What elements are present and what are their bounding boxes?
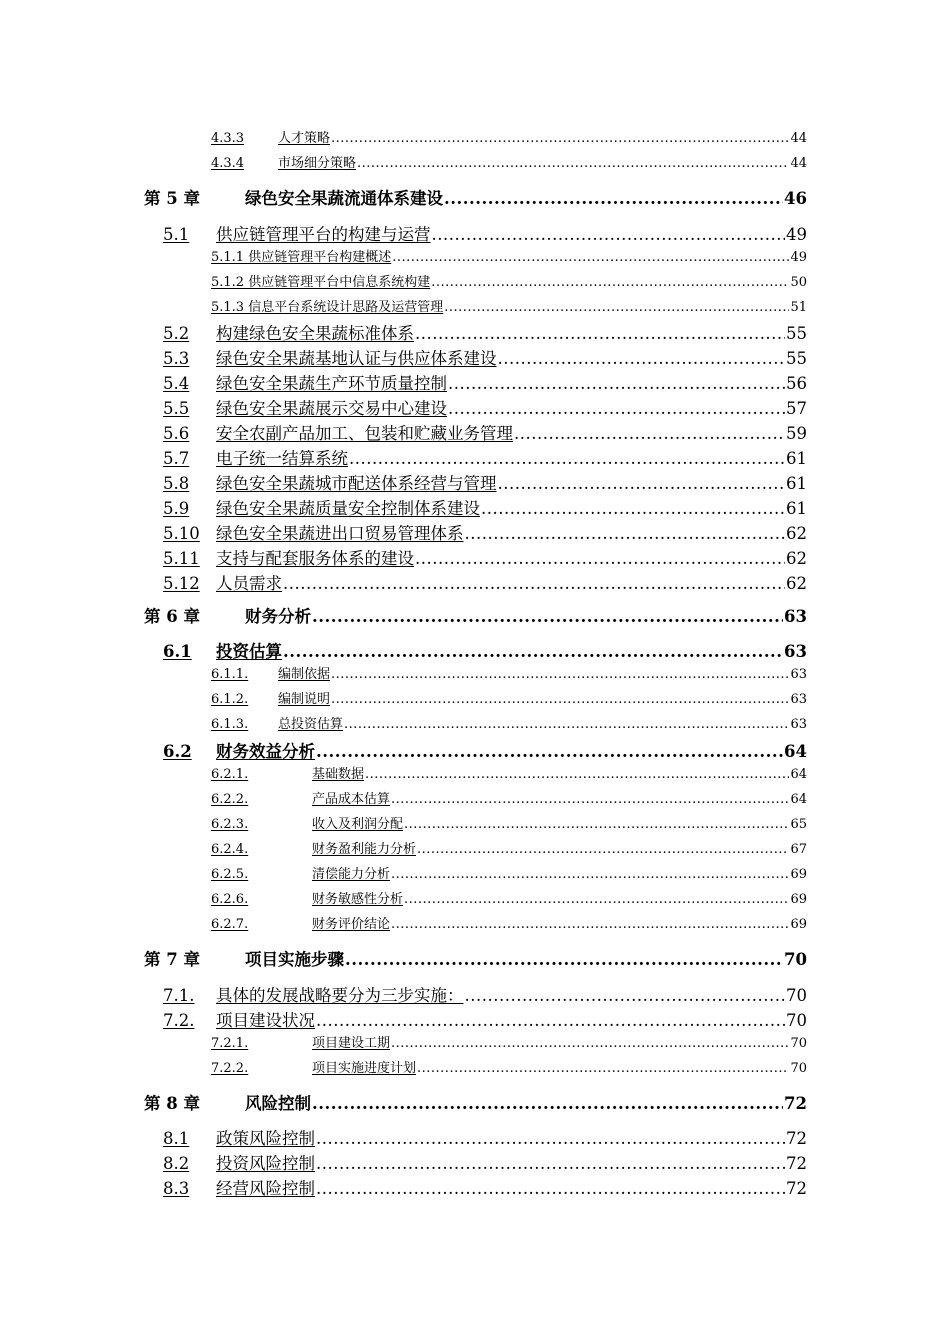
toc-entry-number: 7.2.	[163, 1011, 195, 1030]
toc-entry-page-number: 61	[786, 449, 807, 468]
dot-leader	[312, 607, 783, 626]
toc-entry-page-number: 62	[786, 574, 807, 593]
toc-entry-title: 产品成本估算	[312, 792, 391, 807]
toc-entry-page-number: 72	[786, 1129, 807, 1148]
toc-entry-title: 绿色安全果蔬展示交易中心建设	[216, 399, 447, 418]
toc-entry-number: 5.1.1 供应链管理平台构建概述	[211, 250, 392, 265]
toc-entry[interactable]	[211, 713, 807, 732]
dot-leader	[316, 1129, 785, 1148]
dot-leader	[498, 474, 786, 493]
toc-entry[interactable]	[163, 345, 807, 369]
toc-entry[interactable]	[163, 370, 807, 394]
dot-leader	[417, 1061, 789, 1076]
toc-entry-title: 安全农副产品加工、包装和贮藏业务管理	[216, 424, 513, 443]
toc-entry[interactable]	[211, 1032, 807, 1051]
toc-entry-title: 绿色安全果蔬质量安全控制体系建设	[216, 499, 480, 518]
toc-entry-page-number: 70	[786, 1011, 807, 1030]
toc-entry-page-number: 55	[786, 324, 807, 343]
toc-entry[interactable]	[144, 946, 807, 970]
toc-entry[interactable]	[163, 445, 807, 469]
toc-entry-title: 人才策略	[278, 131, 331, 146]
toc-entry[interactable]	[211, 888, 807, 907]
toc-entry[interactable]	[163, 1007, 807, 1031]
dot-leader	[415, 324, 785, 343]
toc-entry-number: 5.9	[163, 499, 190, 518]
toc-entry[interactable]	[163, 495, 807, 519]
toc-entry-title: 绿色安全果蔬进出口贸易管理体系	[216, 524, 464, 543]
dot-leader	[391, 1036, 789, 1051]
toc-entry-page-number: 63	[784, 642, 807, 661]
toc-entry-number: 6.1.1.	[211, 667, 249, 682]
toc-entry-number: 4.3.4	[211, 156, 245, 171]
toc-entry-page-number: 63	[784, 607, 807, 626]
dot-leader	[331, 131, 789, 146]
dot-leader	[316, 1154, 785, 1173]
toc-entry-number: 第 7 章	[144, 950, 200, 969]
toc-entry-number: 5.7	[163, 449, 190, 468]
dot-leader	[431, 275, 789, 290]
toc-entry-page-number: 64	[790, 792, 807, 807]
toc-entry[interactable]	[211, 838, 807, 857]
dot-leader	[444, 189, 783, 208]
dot-leader	[392, 250, 789, 265]
toc-entry-title: 财务评价结论	[312, 917, 391, 932]
dot-leader	[404, 817, 789, 832]
toc-entry-page-number: 69	[790, 917, 807, 932]
toc-entry-number: 6.2.1.	[211, 767, 249, 782]
dot-leader	[448, 374, 785, 393]
dot-leader	[357, 156, 789, 171]
toc-entry-page-number: 62	[786, 524, 807, 543]
toc-entry-number: 6.2.5.	[211, 867, 249, 882]
toc-entry-number: 8.3	[163, 1179, 190, 1198]
toc-entry-title: 项目实施进度计划	[312, 1061, 417, 1076]
toc-entry-number: 4.3.3	[211, 131, 245, 146]
toc-entry-number: 第 5 章	[144, 189, 200, 208]
toc-entry-title: 构建绿色安全果蔬标准体系	[216, 324, 414, 343]
toc-entry[interactable]	[163, 738, 807, 762]
dot-leader	[391, 792, 789, 807]
toc-entry-title: 收入及利润分配	[312, 817, 404, 832]
toc-entry-page-number: 69	[790, 867, 807, 882]
toc-entry[interactable]	[211, 1057, 807, 1076]
toc-entry[interactable]	[211, 271, 807, 290]
toc-entry-title: 财务效益分析	[216, 742, 315, 761]
toc-entry-title: 人员需求	[216, 574, 282, 593]
toc-entry-number: 6.1.2.	[211, 692, 249, 707]
toc-entry-page-number: 44	[790, 131, 807, 146]
toc-entry-number: 6.2.2.	[211, 792, 249, 807]
toc-entry-page-number: 65	[790, 817, 807, 832]
toc-entry-number: 6.2.6.	[211, 892, 249, 907]
toc-entry-page-number: 62	[786, 549, 807, 568]
toc-entry[interactable]	[211, 788, 807, 807]
dot-leader	[498, 349, 786, 368]
toc-entry-number: 第 8 章	[144, 1094, 200, 1113]
toc-entry-page-number: 70	[790, 1036, 807, 1051]
dot-leader	[316, 742, 783, 761]
toc-entry[interactable]	[163, 545, 807, 569]
toc-entry-page-number: 44	[790, 156, 807, 171]
toc-entry-number: 6.2.3.	[211, 817, 249, 832]
toc-entry[interactable]	[211, 863, 807, 882]
toc-entry-title: 风险控制	[245, 1094, 311, 1113]
toc-entry-number: 5.3	[163, 349, 190, 368]
toc-entry-number: 7.1.	[163, 986, 195, 1005]
dot-leader	[432, 225, 786, 244]
toc-entry-number: 6.1	[163, 642, 192, 661]
toc-entry-title: 支持与配套服务体系的建设	[216, 549, 414, 568]
toc-entry-title: 经营风险控制	[216, 1179, 315, 1198]
toc-entry-page-number: 50	[790, 275, 807, 290]
dot-leader	[316, 1011, 785, 1030]
toc-entry-number: 7.2.1.	[211, 1036, 249, 1051]
toc-entry[interactable]	[211, 127, 807, 146]
toc-entry-number: 5.12	[163, 574, 200, 593]
toc-entry-page-number: 55	[786, 349, 807, 368]
toc-entry-title: 绿色安全果蔬生产环节质量控制	[216, 374, 447, 393]
toc-entry[interactable]	[211, 246, 807, 265]
toc-entry-number: 5.2	[163, 324, 190, 343]
dot-leader	[415, 549, 785, 568]
dot-leader	[344, 717, 789, 732]
dot-leader	[365, 767, 789, 782]
toc-entry-title: 项目实施步骤	[245, 950, 344, 969]
toc-entry[interactable]	[211, 663, 807, 682]
dot-leader	[417, 842, 789, 857]
dot-leader	[345, 950, 783, 969]
toc-entry-number: 5.5	[163, 399, 190, 418]
toc-entry-page-number: 59	[786, 424, 807, 443]
toc-entry-number: 8.1	[163, 1129, 190, 1148]
toc-entry[interactable]	[144, 1090, 807, 1114]
toc-entry-title: 具体的发展战略要分为三步实施：	[216, 986, 464, 1005]
toc-entry-title: 清偿能力分析	[312, 867, 391, 882]
toc-entry-number: 第 6 章	[144, 607, 200, 626]
toc-entry-number: 5.4	[163, 374, 190, 393]
toc-entry-title: 投资风险控制	[216, 1154, 315, 1173]
toc-entry-number: 5.6	[163, 424, 190, 443]
toc-entry-page-number: 64	[790, 767, 807, 782]
toc-entry-page-number: 57	[786, 399, 807, 418]
toc-entry-page-number: 69	[790, 892, 807, 907]
dot-leader	[391, 917, 789, 932]
toc-entry-title: 项目建设状况	[216, 1011, 315, 1030]
toc-entry-number: 5.8	[163, 474, 190, 493]
toc-entry-page-number: 61	[786, 474, 807, 493]
toc-entry-page-number: 49	[786, 225, 807, 244]
toc-entry[interactable]	[163, 470, 807, 494]
dot-leader	[312, 1094, 783, 1113]
toc-entry-number: 6.2	[163, 742, 192, 761]
toc-entry-number: 5.1	[163, 225, 190, 244]
toc-entry-title: 编制说明	[278, 692, 331, 707]
toc-entry[interactable]	[163, 320, 807, 344]
toc-entry-title: 财务敏感性分析	[312, 892, 404, 907]
toc-entry[interactable]	[163, 395, 807, 419]
toc-entry[interactable]	[144, 185, 807, 209]
dot-leader	[481, 499, 785, 518]
dot-leader	[349, 449, 785, 468]
dot-leader	[283, 574, 785, 593]
toc-entry-title: 总投资估算	[278, 717, 344, 732]
toc-entry-title: 基础数据	[312, 767, 365, 782]
toc-entry-page-number: 63	[790, 692, 807, 707]
toc-entry[interactable]	[163, 638, 807, 662]
toc-entry[interactable]	[163, 982, 807, 1006]
toc-entry-page-number: 46	[784, 189, 807, 208]
toc-entry-page-number: 56	[786, 374, 807, 393]
toc-entry[interactable]	[211, 296, 807, 315]
dot-leader	[283, 642, 783, 661]
toc-entry-number: 6.1.3.	[211, 717, 249, 732]
toc-entry-title: 财务盈利能力分析	[312, 842, 417, 857]
dot-leader	[316, 1179, 785, 1198]
toc-entry[interactable]	[163, 420, 807, 444]
dot-leader	[465, 986, 786, 1005]
toc-entry-title: 市场细分策略	[278, 156, 357, 171]
toc-entry[interactable]	[211, 152, 807, 171]
toc-entry-title: 政策风险控制	[216, 1129, 315, 1148]
dot-leader	[448, 399, 785, 418]
toc-entry[interactable]	[211, 913, 807, 932]
toc-entry-page-number: 49	[790, 250, 807, 265]
toc-entry[interactable]	[211, 688, 807, 707]
toc-entry[interactable]	[163, 221, 807, 245]
toc-entry-page-number: 63	[790, 717, 807, 732]
toc-entry-title: 绿色安全果蔬流通体系建设	[245, 189, 443, 208]
toc-entry-number: 8.2	[163, 1154, 190, 1173]
toc-entry[interactable]	[163, 1150, 807, 1174]
toc-entry-title: 绿色安全果蔬基地认证与供应体系建设	[216, 349, 497, 368]
dot-leader	[404, 892, 789, 907]
dot-leader	[331, 692, 789, 707]
toc-entry-number: 6.2.7.	[211, 917, 249, 932]
dot-leader	[331, 667, 789, 682]
toc-entry-number: 5.11	[163, 549, 200, 568]
toc-entry[interactable]	[163, 520, 807, 544]
toc-entry-page-number: 51	[790, 300, 807, 315]
toc-entry-page-number: 70	[786, 986, 807, 1005]
toc-entry-page-number: 67	[790, 842, 807, 857]
toc-entry[interactable]	[211, 763, 807, 782]
toc-entry[interactable]	[144, 603, 807, 627]
toc-entry-page-number: 72	[786, 1154, 807, 1173]
dot-leader	[514, 424, 785, 443]
toc-entry-page-number: 61	[786, 499, 807, 518]
toc-entry[interactable]	[163, 1175, 807, 1199]
toc-entry-title: 编制依据	[278, 667, 331, 682]
toc-entry-number: 5.1.3 信息平台系统设计思路及运营管理	[211, 300, 444, 315]
toc-entry-number: 6.2.4.	[211, 842, 249, 857]
toc-entry-title: 绿色安全果蔬城市配送体系经营与管理	[216, 474, 497, 493]
toc-entry-page-number: 72	[784, 1094, 807, 1113]
toc-entry-number: 5.1.2 供应链管理平台中信息系统构建	[211, 275, 431, 290]
dot-leader	[444, 300, 789, 315]
toc-entry-title: 电子统一结算系统	[216, 449, 348, 468]
toc-entry-page-number: 63	[790, 667, 807, 682]
toc-entry-number: 7.2.2.	[211, 1061, 249, 1076]
toc-entry-number: 5.10	[163, 524, 200, 543]
toc-entry[interactable]	[163, 570, 807, 594]
toc-entry-page-number: 64	[784, 742, 807, 761]
toc-entry-page-number: 70	[790, 1061, 807, 1076]
toc-entry[interactable]	[211, 813, 807, 832]
toc-entry-title: 财务分析	[245, 607, 311, 626]
toc-entry-title: 项目建设工期	[312, 1036, 391, 1051]
toc-entry-title: 投资估算	[216, 642, 282, 661]
toc-entry-title: 供应链管理平台的构建与运营	[216, 225, 431, 244]
toc-entry[interactable]	[163, 1125, 807, 1149]
toc-entry-page-number: 70	[784, 950, 807, 969]
dot-leader	[465, 524, 786, 543]
dot-leader	[391, 867, 789, 882]
toc-entry-page-number: 72	[786, 1179, 807, 1198]
